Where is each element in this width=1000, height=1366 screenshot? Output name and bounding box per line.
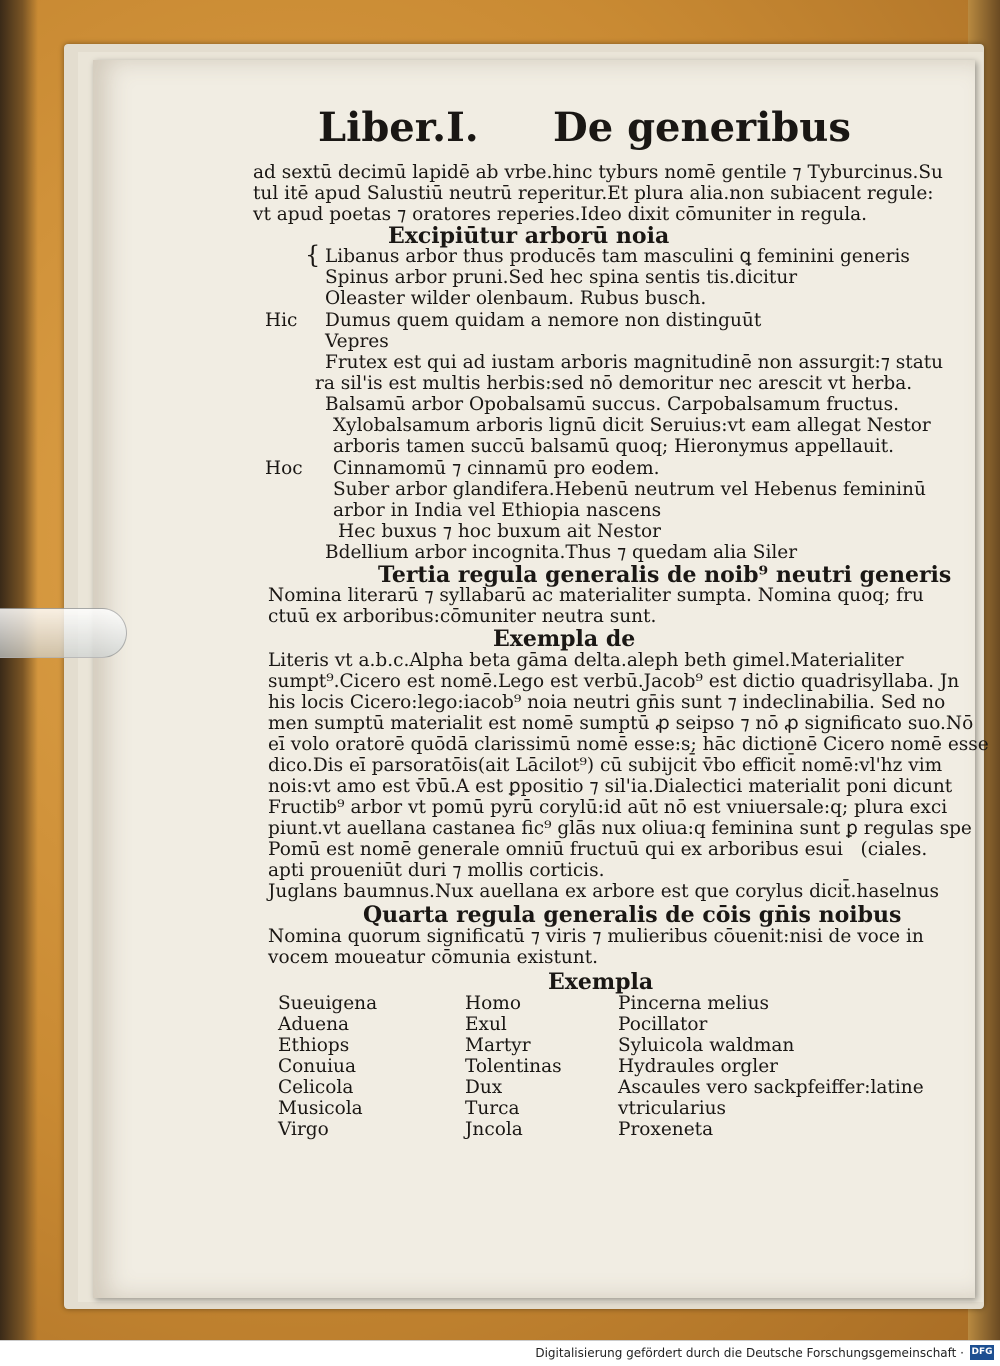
section-heading: Tertia regula generalis de noib⁹ neutri generis xyxy=(378,562,952,588)
example-word: Hydraules orgler xyxy=(618,1056,778,1077)
running-head-title: De generibus xyxy=(553,104,851,151)
text-line: vocem moueatur cōmunia existunt. xyxy=(268,947,599,968)
text-line: Literis vt a.b.c.Alpha beta gāma delta.aleph beth gimel.Materialiter xyxy=(268,650,904,671)
example-word: Musicola xyxy=(278,1098,363,1119)
example-word: Syluicola waldman xyxy=(618,1035,795,1056)
example-word: Proxeneta xyxy=(618,1119,714,1140)
text-line: ra sil'is est multis herbis:sed nō demoritur nec arescit vt herba. xyxy=(315,373,913,394)
text-line: Nomina literarū ⁊ syllabarū ac materialiter sumpta. Nomina quoq; fru xyxy=(268,585,924,606)
text-line: apti proueniūt duri ⁊ mollis corticis. xyxy=(268,860,605,881)
example-word: Aduena xyxy=(278,1014,350,1035)
text-line: arboris tamen succū balsamū quoq; Hieronymus appellauit. xyxy=(333,436,895,457)
page-marker-strip xyxy=(0,608,127,658)
binding-shadow xyxy=(0,0,38,1340)
example-word: vtricularius xyxy=(618,1098,727,1119)
text-line: Hec buxus ⁊ hoc buxum ait Nestor xyxy=(338,521,662,542)
brace-mark: { xyxy=(305,241,321,269)
text-line: arbor in India vel Ethiopia nascens xyxy=(333,500,662,521)
text-line: Bdellium arbor incognita.Thus ⁊ quedam alia Siler xyxy=(325,542,798,563)
margin-label-hic: Hic xyxy=(265,310,298,331)
text-line: Frutex est qui ad iustam arboris magnitudinē non assurgit:⁊ statu xyxy=(325,352,944,373)
text-line: eī volo oratorē quōdā clarissimū nomē esse:s; hāc dictionē Cicero nomē esse xyxy=(268,734,989,755)
example-word: Homo xyxy=(465,993,521,1014)
subsection-heading: Exempla xyxy=(548,969,654,995)
example-word: Martyr xyxy=(465,1035,531,1056)
text-line: Cinnamomū ⁊ cinnamū pro eodem. xyxy=(333,458,660,479)
example-word: Pincerna melius xyxy=(618,993,769,1014)
footer-credit: Digitalisierung gefördert durch die Deutsche Forschungsgemeinschaft · xyxy=(535,1346,964,1360)
text-line: Balsamū arbor Opobalsamū succus. Carpobalsamum fructus. xyxy=(325,394,899,415)
text-line: Dumus quem quidam a nemore non distinguūt xyxy=(325,310,762,331)
text-line: Spinus arbor pruni.Sed hec spina sentis tis.dicitur xyxy=(325,267,798,288)
intro-line: ad sextū decimū lapidē ab vrbe.hinc tyburs nomē gentile ⁊ Tyburcinus.Su xyxy=(253,162,943,183)
example-word: Turca xyxy=(465,1098,520,1119)
example-word: Celicola xyxy=(278,1077,354,1098)
text-line: Pomū est nomē generale omniū fructuū qui ex arboribus esui (ciales. xyxy=(268,839,928,860)
example-word: Exul xyxy=(465,1014,507,1035)
text-line: ctuū ex arboribus:cōmuniter neutra sunt. xyxy=(268,606,657,627)
text-line: Suber arbor glandifera.Hebenū neutrum vel Hebenus femininū xyxy=(333,479,926,500)
text-line: Fructib⁹ arbor vt pomū pyrū corylū:id aūt nō est vniuersale:q; plura exci xyxy=(268,797,948,818)
text-line: sumpt⁹.Cicero est nomē.Lego est verbū.Jacob⁹ est dictio quadrisyllaba. Jn xyxy=(268,671,960,692)
section-heading: Quarta regula generalis de cōis gn̄is noibus xyxy=(363,902,902,928)
example-word: Tolentinas xyxy=(465,1056,562,1077)
text-line: Libanus arbor thus producēs tam masculini ꝗ feminini generis xyxy=(325,246,910,267)
running-head-liber: Liber.I. xyxy=(318,104,479,151)
example-word: Ethiops xyxy=(278,1035,350,1056)
text-line: Vepres xyxy=(325,331,389,352)
text-line: Nomina quorum significatū ⁊ viris ⁊ mulieribus cōuenit:nisi de voce in xyxy=(268,926,924,947)
section-heading: Excipiūtur arborū noia xyxy=(388,223,670,249)
text-line: Juglans baumnus.Nux auellana ex arbore est que corylus dicit̄.haselnus xyxy=(268,881,940,902)
example-word: Jncola xyxy=(465,1119,523,1140)
text-line: men sumptū materialit est nomē sumptū ꝓ seipso ⁊ nō ꝓ significato suo.Nō xyxy=(268,713,974,734)
example-word: Ascaules vero sackpfeiffer:latine xyxy=(618,1077,924,1098)
example-word: Sueuigena xyxy=(278,993,378,1014)
example-word: Pocillator xyxy=(618,1014,708,1035)
example-word: Virgo xyxy=(278,1119,329,1140)
dfg-logo: DFG xyxy=(970,1345,994,1360)
example-word: Dux xyxy=(465,1077,503,1098)
intro-line: vt apud poetas ⁊ oratores reperies.Ideo dixit cōmuniter in regula. xyxy=(253,204,868,225)
text-line: his locis Cicero:lego:iacob⁹ noia neutri gn̄is sunt ⁊ indeclinabilia. Sed no xyxy=(268,692,946,713)
text-line: Oleaster wilder olenbaum. Rubus busch. xyxy=(325,288,707,309)
digitization-footer xyxy=(0,1340,1000,1366)
intro-line: tul itē apud Salustiū neutrū reperitur.Et plura alia.non subiacent regule: xyxy=(253,183,934,204)
text-line: dico.Dis eī parsoratōis(ait Lācilot⁹) cū subijcit̄ v̄bo efficit̄ nomē:vl'hz vim xyxy=(268,755,943,776)
text-line: nois:vt amo est v̄bū.A est ꝑpositio ⁊ sil'ia.Dialectici materialit poni dicunt xyxy=(268,776,953,797)
text-line: Xylobalsamum arboris lignū dicit Seruius:vt eam allegat Nestor xyxy=(333,415,931,436)
subsection-heading: Exempla de xyxy=(493,626,636,652)
text-line: piunt.vt auellana castanea fic⁹ glās nux oliua:q feminina sunt ꝑ regulas spe xyxy=(268,818,972,839)
margin-label-hoc: Hoc xyxy=(265,458,303,479)
book-page xyxy=(93,60,989,1298)
example-word: Conuiua xyxy=(278,1056,356,1077)
